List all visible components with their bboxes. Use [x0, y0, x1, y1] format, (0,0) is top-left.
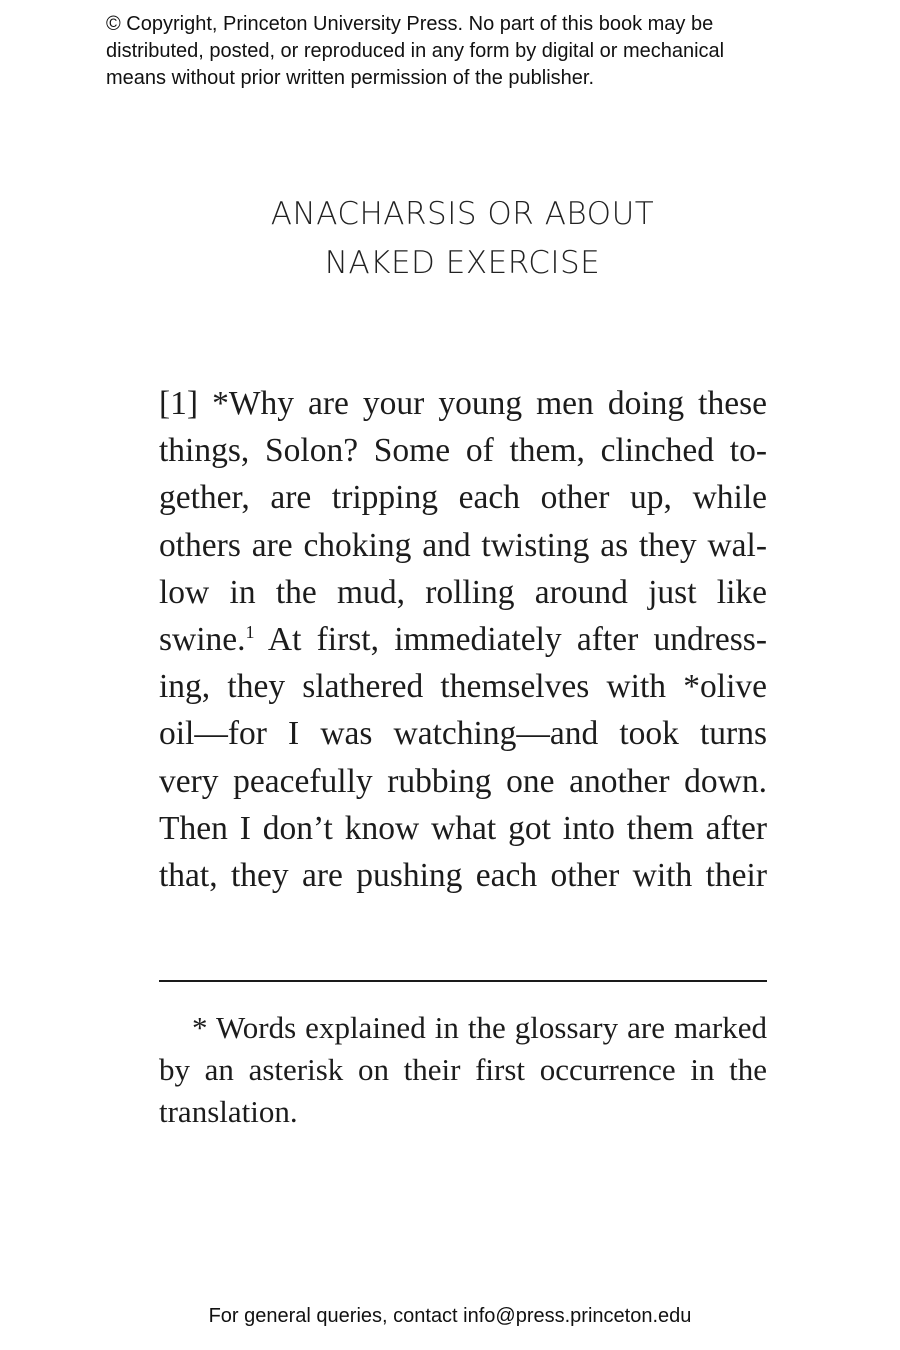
footnote-reference[interactable]: 1	[245, 621, 255, 642]
text-segment: swine.	[159, 620, 246, 658]
chapter-title	[0, 190, 900, 288]
text-line: gether, are tripping each other up, while	[159, 479, 767, 517]
copyright-line: © Copyright, Princeton University Press. No part of this book may be	[106, 13, 714, 35]
text-line: things, Solon? Some of them, clinched to-	[159, 432, 767, 470]
text-line: others are choking and twisting as they wal-	[159, 526, 767, 564]
text-line: low in the mud, rolling around just like	[159, 573, 767, 611]
footnote-line: by an asterisk on their first occurrence in the	[159, 1052, 767, 1087]
contact-notice: For general queries, contact info@press.princeton.edu	[208, 1305, 692, 1327]
body-text	[159, 380, 767, 899]
footnote-divider	[159, 980, 767, 982]
text-line: very peacefully rubbing one another down.	[159, 762, 767, 800]
text-line: Then I don’t know what got into them after	[159, 809, 767, 847]
copyright-line: means without prior written permission of the publisher.	[106, 67, 595, 89]
copyright-notice	[106, 11, 826, 92]
chapter-title-line: ANACHARSIS OR ABOUT	[270, 196, 655, 232]
text-segment: At first, immediately after undress-	[267, 620, 767, 658]
text-line: that, they are pushing each other with their	[159, 856, 767, 894]
footnote-line: translation.	[159, 1094, 298, 1129]
text-line: oil—for I was watching—and took turns	[159, 715, 767, 753]
footnote-line: * Words explained in the glossary are marked	[192, 1010, 767, 1045]
text-line: ing, they slathered themselves with *olive	[159, 668, 767, 706]
text-line-with-footnote	[159, 616, 767, 663]
text-line: [1] *Why are your young men doing these	[159, 385, 767, 422]
copyright-line: distributed, posted, or reproduced in any form by digital or mechanical	[106, 40, 725, 62]
footnote	[159, 1007, 767, 1133]
chapter-title-line: NAKED EXERCISE	[324, 245, 601, 281]
